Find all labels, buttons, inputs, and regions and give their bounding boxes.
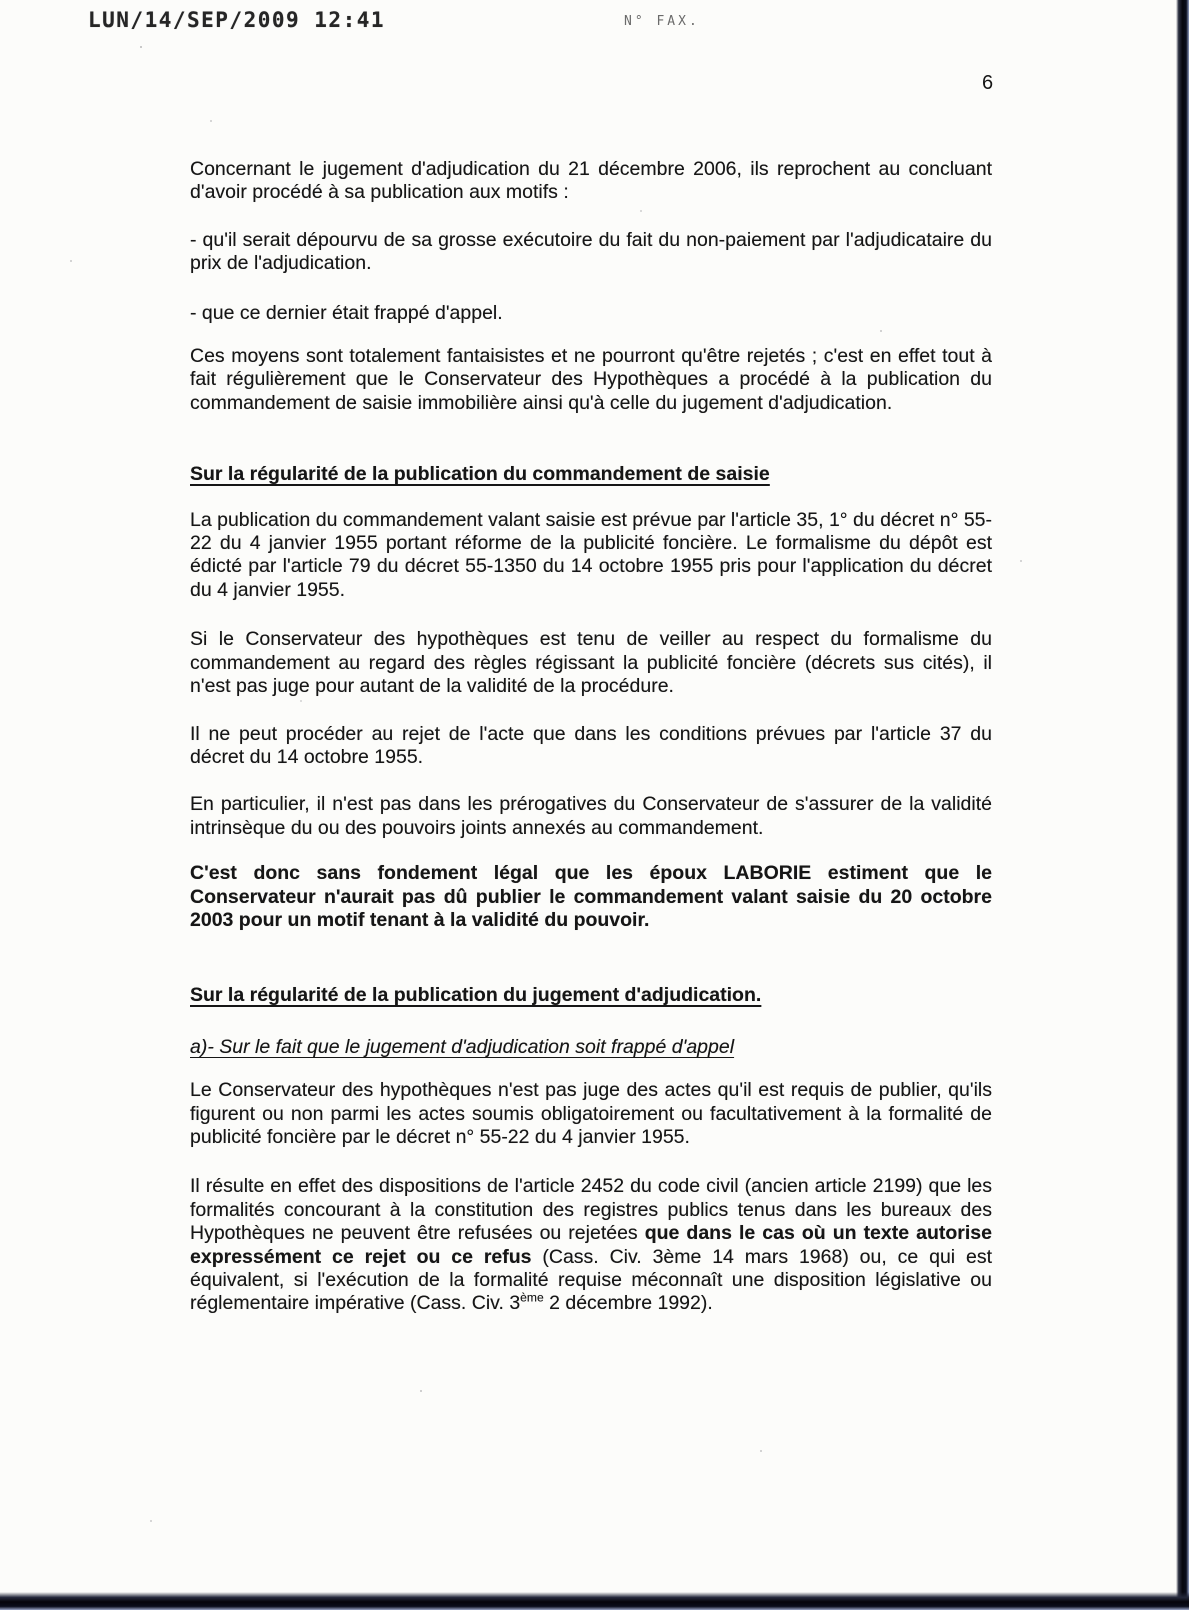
paragraph <box>190 229 992 276</box>
paragraph <box>190 628 992 698</box>
paragraph <box>190 1175 992 1315</box>
text-run: Si le Conservateur des hypothèques est tenu de veiller au respect du formalisme du commandement au regard des règles régissant la publicité foncière (décrets sus cités), il n'est pas juge pour autant de la validité de la procédure. <box>190 628 992 698</box>
text-run: que dans le cas où un texte autorise expressément ce rejet ou ce refus <box>190 1222 992 1268</box>
paragraph <box>190 302 992 325</box>
text-run: Il résulte en effet des dispositions de l'article 2452 du code civil (ancien article 2199) que les formalités concourant à la constitution des registres publics tenus dans les bureaux des Hypothèques ne peuvent être refusées ou rejetées <box>190 1175 992 1245</box>
text-run: En particulier, il n'est pas dans les prérogatives du Conservateur de s'assurer de la validité intrinsèque du ou des pouvoirs joints annexés au commandement. <box>190 793 992 839</box>
text-run: Sur la régularité de la publication du commandement de saisie <box>190 463 770 486</box>
paragraph <box>190 1079 992 1149</box>
text-run: La publication du commandement valant saisie est prévue par l'article 35, 1° du décret n° 55-22 du 4 janvier 1955 portant réforme de la publicité foncière. Le formalisme du dépôt est édicté par l'article 79 du décret 55-1350 du 14 octobre 1955 pris pour l'application du décret du 4 janvier 1955. <box>190 508 992 601</box>
section-heading <box>190 984 992 1007</box>
paragraph <box>190 793 992 840</box>
document-body <box>190 158 992 1316</box>
text-run: a)- Sur le fait que le jugement d'adjudication soit frappé d'appel <box>190 1035 735 1058</box>
paragraph <box>190 509 992 603</box>
scan-edge-right <box>1176 0 1189 1610</box>
text-run: Ces moyens sont totalement fantaisistes et ne pourront qu'être rejetés ; c'est en effet tout à fait régulièrement que le Conservateur des Hypothèques a procédé à la publication du commandement de saisie immobilière ainsi qu'à celle du jugement d'adjudication. <box>190 345 992 414</box>
paragraph <box>190 723 992 770</box>
text-run: (Cass. Civ. 3ème 14 mars 1968) ou, ce qui est équivalent, si l'exécution de la formalité requise méconnaît une disposition législative ou réglementaire impérative (Cass. Civ. 3 <box>190 1245 992 1315</box>
text-run: - qu'il serait dépourvu de sa grosse exécutoire du fait du non-paiement par l'adjudicataire du prix de l'adjudication. <box>190 228 992 275</box>
fax-number-label: N° FAX. <box>624 14 700 29</box>
page-number: 6 <box>982 72 994 94</box>
fax-timestamp: LUN/14/SEP/2009 12:41 <box>88 8 386 32</box>
sub-heading <box>190 1036 992 1059</box>
text-run: ème <box>520 1290 544 1305</box>
text-run: - que ce dernier était frappé d'appel. <box>190 301 503 324</box>
text-run: 2 décembre 1992). <box>543 1292 713 1315</box>
section-heading <box>190 463 992 486</box>
text-run: Il ne peut procéder au rejet de l'acte que dans les conditions prévues par l'article 37 du décret du 14 octobre 1955. <box>190 722 992 768</box>
scan-noise <box>0 0 2 2</box>
paragraph <box>190 862 992 932</box>
scan-edge-bottom <box>0 1592 1189 1610</box>
text-run: Le Conservateur des hypothèques n'est pas juge des actes qu'il est requis de publier, qu'ils figurent ou non parmi les actes soumis obligatoirement ou facultativement à la formalité de publicité foncière par le décret n° 55-22 du 4 janvier 1955. <box>190 1079 992 1148</box>
paragraph <box>190 345 992 415</box>
text-run: Sur la régularité de la publication du jugement d'adjudication. <box>190 984 762 1007</box>
paragraph <box>190 158 992 205</box>
text-run: Concernant le jugement d'adjudication du 21 décembre 2006, ils reprochent au concluant d'avoir procédé à sa publication aux motifs : <box>190 158 992 204</box>
text-run: C'est donc sans fondement légal que les époux LABORIE estiment que le Conservateur n'aurait pas dû publier le commandement valant saisie du 20 octobre 2003 pour un motif tenant à la validité du pouvoir. <box>190 862 992 931</box>
